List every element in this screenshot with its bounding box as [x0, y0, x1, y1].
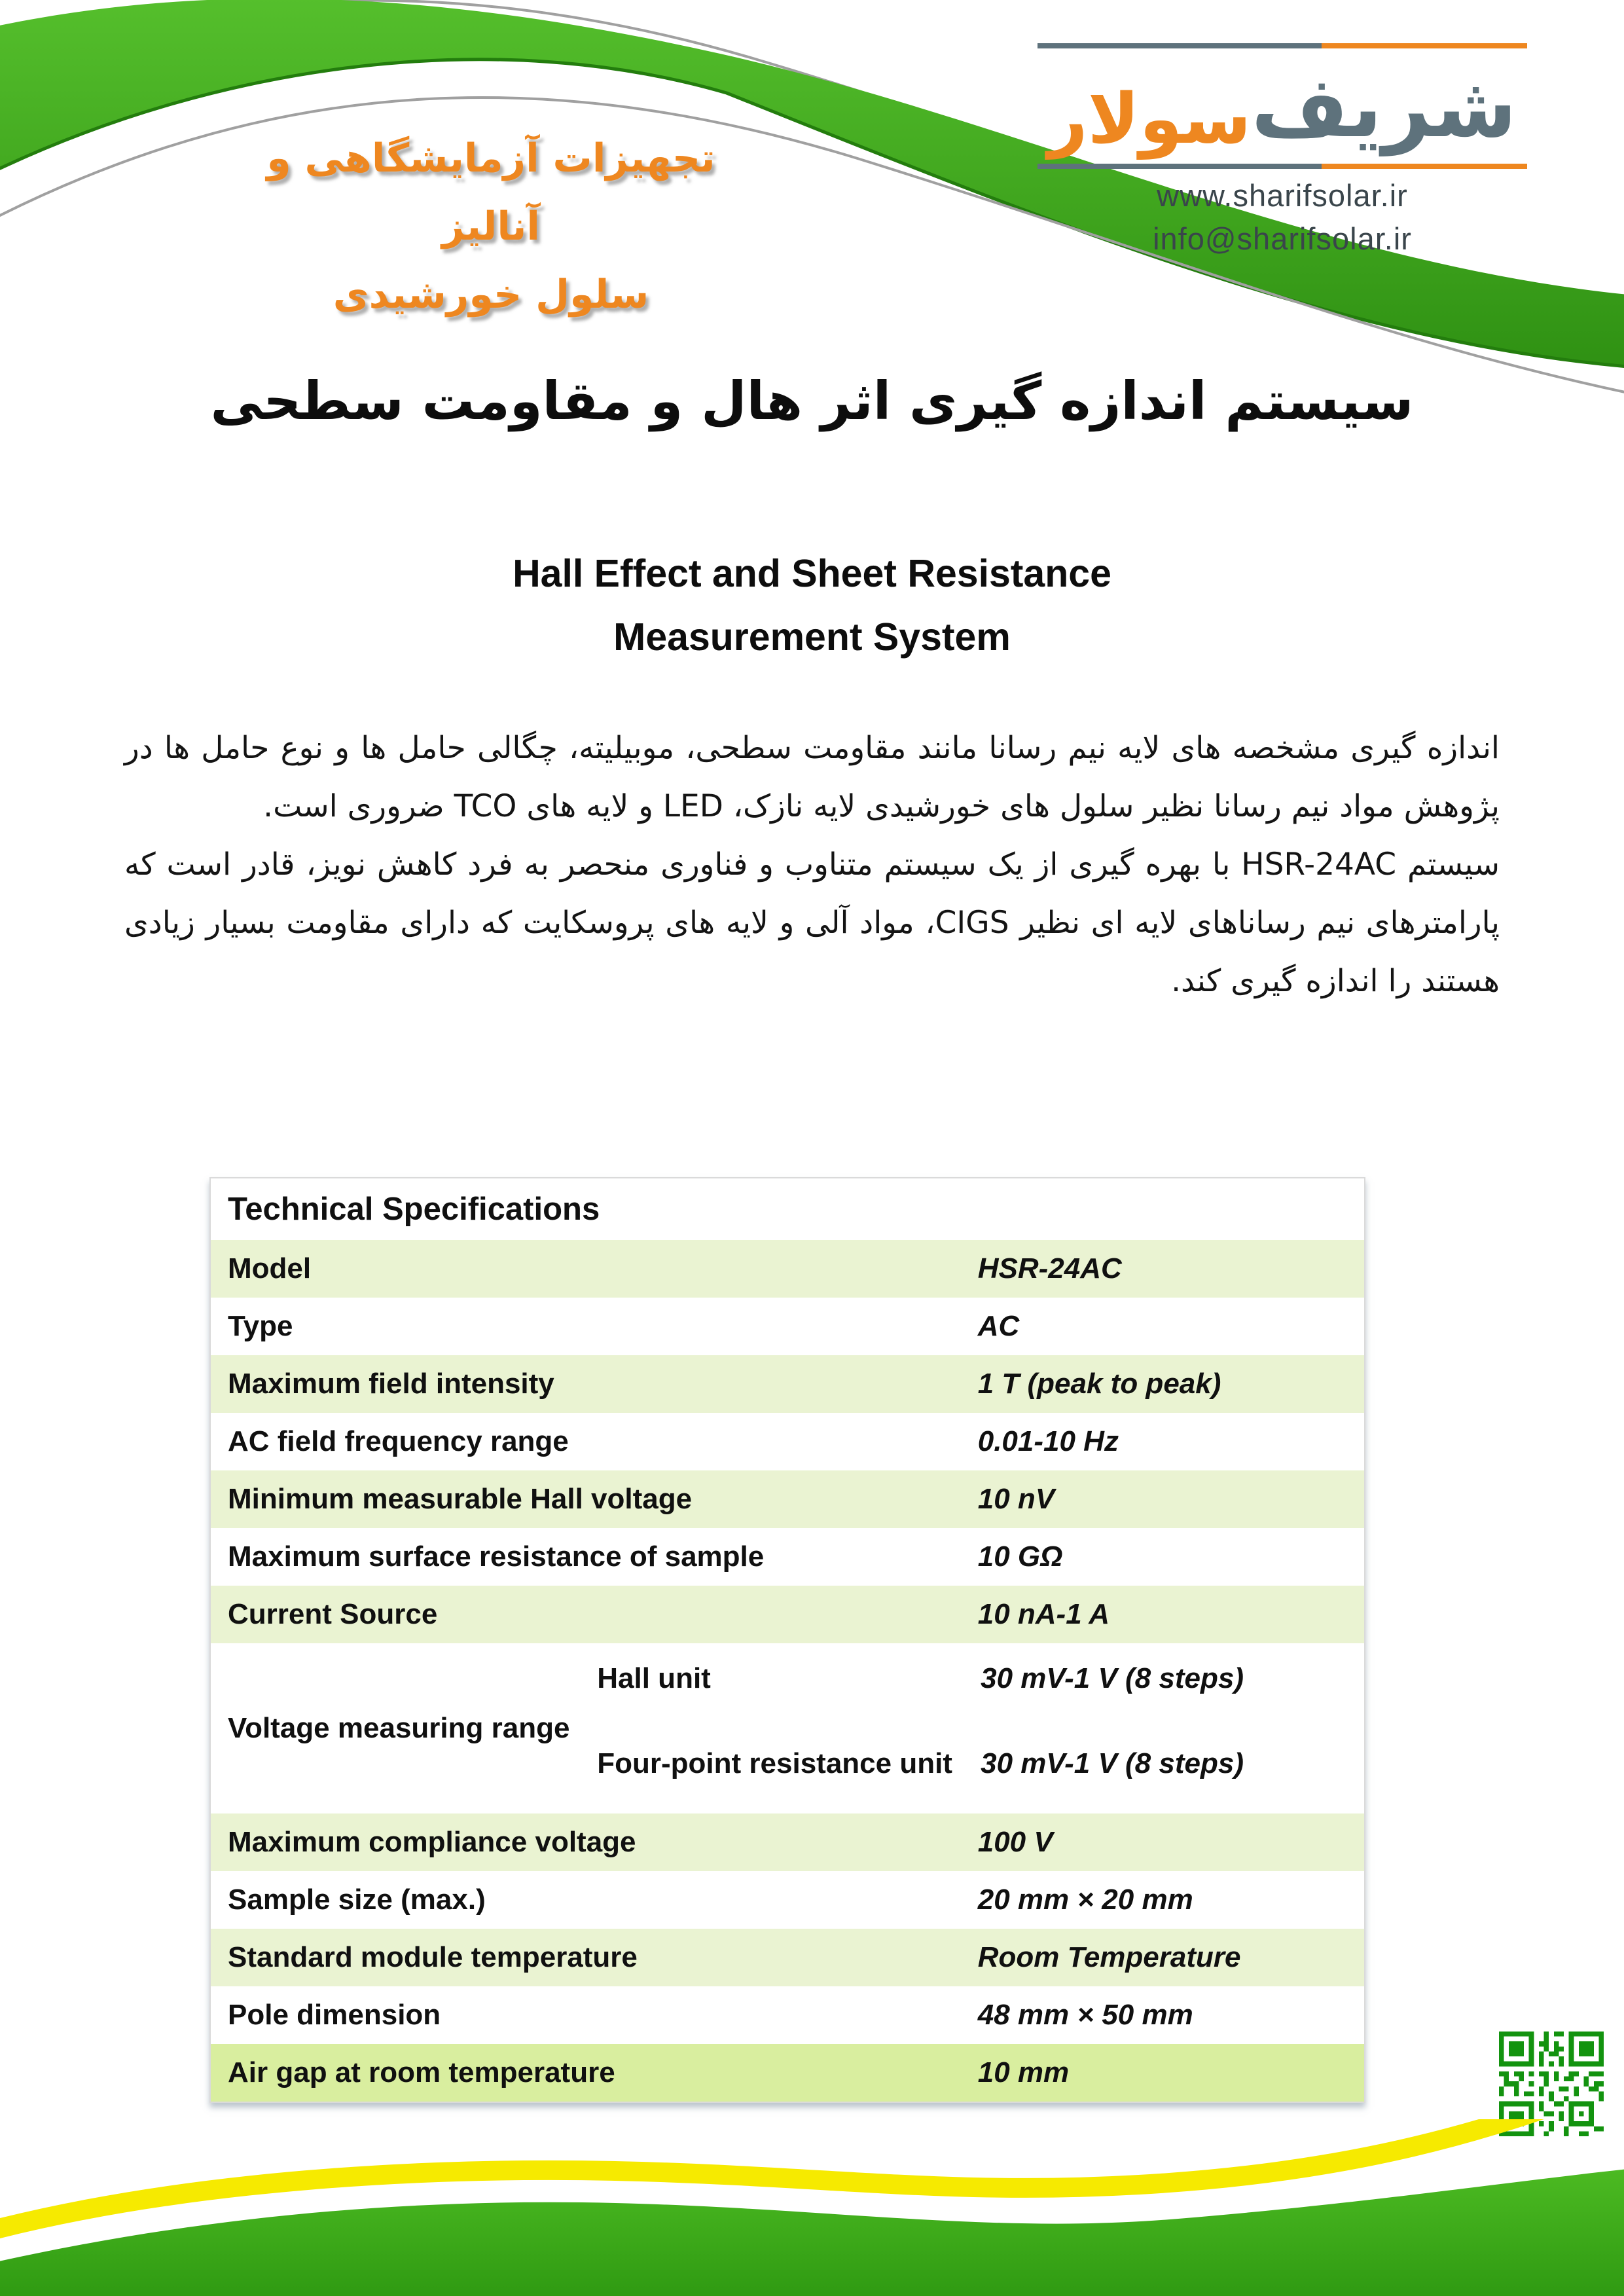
spec-label: Maximum field intensity: [228, 1368, 554, 1400]
table-title: Technical Specifications: [228, 1192, 600, 1227]
table-row: [211, 1643, 1364, 1813]
spec-label: Model: [228, 1252, 312, 1285]
logo-rule-orange: [1322, 164, 1527, 169]
spec-value: 10 GΩ: [977, 1540, 1063, 1573]
spec-value: 1 T (peak to peak): [977, 1368, 1221, 1400]
spec-value: 0.01-10 Hz: [977, 1425, 1119, 1457]
spec-label: Maximum compliance voltage: [228, 1826, 636, 1858]
english-page-title: [0, 542, 1624, 669]
spec-value: 10 nV: [977, 1483, 1055, 1515]
spec-label: Type: [228, 1310, 293, 1342]
tagline-line-1: تجهیزات آزمایشگاهی و آنالیز: [266, 136, 715, 249]
spec-value: 10 nA-1 A: [977, 1598, 1110, 1630]
spec-value: 100 V: [977, 1826, 1053, 1858]
spec-value: 10 mm: [977, 2056, 1070, 2088]
spec-value: 30 mV-1 V (8 steps): [981, 1747, 1244, 1779]
logo-word-solar: سولار: [1047, 79, 1252, 159]
logo-rule-orange: [1322, 43, 1527, 48]
table-row: [211, 1298, 1364, 1355]
spec-value: 48 mm × 50 mm: [977, 1999, 1193, 2031]
table-row: [211, 1528, 1364, 1586]
english-title-line-2: Measurement System: [613, 615, 1011, 659]
spec-table-rows: [211, 1240, 1364, 2102]
table-row: [211, 1986, 1364, 2044]
spec-label: Voltage measuring range: [228, 1712, 570, 1744]
spec-subrows: [597, 1643, 1364, 1813]
spec-value: 30 mV-1 V (8 steps): [981, 1662, 1244, 1694]
table-row: [211, 1586, 1364, 1643]
company-logo: [1038, 43, 1527, 173]
spec-subrow: [597, 1714, 1364, 1813]
tagline-line-2: سلول خورشیدی: [333, 272, 649, 318]
intro-paragraph-2: سیستم HSR-24AC با بهره گیری از یک سیستم متناوب و فناوری منحصر به فرد کاهش نویز، قادر است که پارامترهای نیم رساناهای لایه ای نظیر CIGS، مواد آلی و لایه های پروسکایت که دارای مقاومت بسیار زیادی هستند را اندازه گیری کند.: [124, 847, 1500, 999]
logo-rule-gray: [1038, 43, 1322, 48]
spec-sublabel: Four-point resistance unit: [597, 1747, 952, 1779]
persian-page-title: سیستم اندازه گیری اثر هال و مقاومت سطحی: [210, 371, 1414, 431]
spec-label: Minimum measurable Hall voltage: [228, 1483, 693, 1515]
table-row: [211, 2044, 1364, 2102]
logo-rule-gray: [1038, 164, 1322, 169]
spec-value: 20 mm × 20 mm: [977, 1884, 1193, 1916]
intro-paragraph: [124, 719, 1500, 1010]
table-row: [211, 1470, 1364, 1528]
website-url: www.sharifsolar.ir: [1157, 178, 1408, 213]
spec-subrow: [597, 1643, 1364, 1714]
spec-sublabel: Hall unit: [597, 1662, 711, 1694]
spec-value: HSR-24AC: [977, 1252, 1122, 1285]
table-row: [211, 1813, 1364, 1871]
spec-table: [209, 1177, 1365, 2103]
spec-value: Room Temperature: [977, 1941, 1241, 1973]
table-row: [211, 1355, 1364, 1413]
table-row: [211, 1240, 1364, 1298]
spec-label: Air gap at room temperature: [228, 2056, 615, 2088]
spec-label: Current Source: [228, 1598, 438, 1630]
contact-block: [1038, 174, 1527, 261]
logo-rule-bottom: [1038, 164, 1527, 169]
spec-label: Standard module temperature: [228, 1941, 638, 1973]
spec-label: AC field frequency range: [228, 1425, 569, 1457]
logo-word-sharif: شریف: [1251, 59, 1517, 156]
tagline: [216, 124, 766, 329]
spec-label: Sample size (max.): [228, 1884, 486, 1916]
table-row: [211, 1413, 1364, 1470]
spec-label: Pole dimension: [228, 1999, 441, 2031]
email-address: info@sharifsolar.ir: [1153, 221, 1412, 256]
logo-rule-top: [1038, 43, 1527, 48]
table-row: [211, 1929, 1364, 1986]
spec-label: Maximum surface resistance of sample: [228, 1540, 765, 1573]
english-title-line-1: Hall Effect and Sheet Resistance: [513, 552, 1111, 595]
footer-wave-graphic: [0, 2119, 1624, 2296]
intro-paragraph-1: اندازه گیری مشخصه های لایه نیم رسانا مانند مقاومت سطحی، موبیلیته، چگالی حامل ها و نوع حامل ها در پژوهش مواد نیم رسانا نظیر سلول های خورشیدی لایه نازک، LED و لایه های TCO ضروری است.: [124, 730, 1500, 824]
spec-value: AC: [977, 1310, 1020, 1342]
table-row: [211, 1871, 1364, 1929]
